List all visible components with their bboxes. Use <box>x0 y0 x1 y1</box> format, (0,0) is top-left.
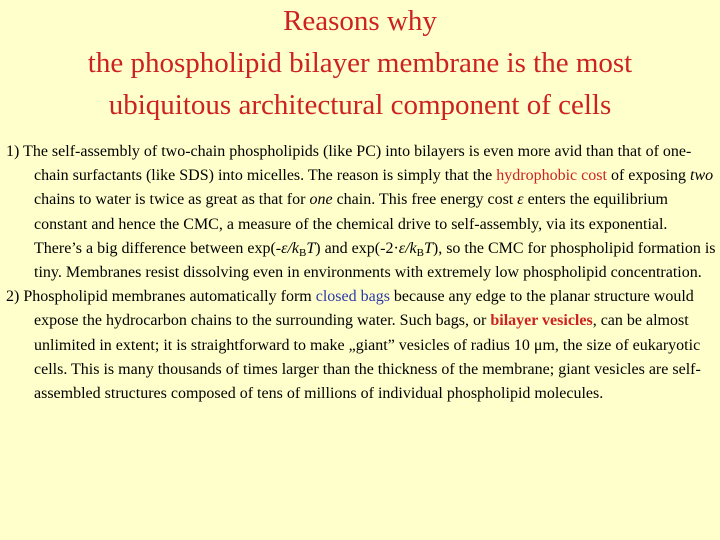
two-emphasis: two <box>690 167 714 185</box>
epsilon-symbol: ε <box>398 239 406 257</box>
p1-text-4: chain. This free energy cost <box>332 191 518 209</box>
temperature-symbol: T <box>423 239 433 257</box>
closed-bags-highlight: closed bags <box>315 288 390 306</box>
p1-text-1: 1) The self-assembly of two-chain phospholipids (like PC) into bilayers is even more avid than that of one-chain surfactants (like SDS) into micelles. The reason is simply that the <box>6 143 692 185</box>
temperature-symbol: T <box>306 239 316 257</box>
slide-title <box>0 0 720 126</box>
one-emphasis: one <box>309 191 333 209</box>
epsilon-symbol: ε <box>281 239 288 257</box>
boltzmann-k: /k <box>405 239 417 257</box>
bilayer-vesicles-highlight: bilayer vesicles <box>490 312 593 330</box>
p1-text-3: chains to water is twice as great as that for <box>34 191 310 209</box>
title-line-3: ubiquitous architectural component of cells <box>108 89 612 121</box>
title-line-2: the phospholipid bilayer membrane is the most <box>87 47 633 79</box>
epsilon-symbol: ε <box>517 191 524 209</box>
p1-text-5: enters the equilibrium constant and hence the CMC, a measure of the chemical drive to self-assembly, via its exponential. There’s a big difference between exp(- <box>34 191 668 257</box>
hydrophobic-cost-highlight: hydrophobic cost <box>496 167 607 185</box>
boltzmann-subscript: B <box>416 246 424 259</box>
p1-text-2: of exposing <box>606 167 691 185</box>
paragraph-1 <box>6 140 718 285</box>
p2-text-1: 2) Phospholipid membranes automatically form <box>6 288 316 306</box>
paragraph-2 <box>6 285 718 406</box>
p2-text-3: , can be almost unlimited in extent; it is straightforward to make „giant” vesicles of radius 10 μm, the size of eukaryotic cells. This is many thousands of times larger than the thickness of the membrane; giant vesicles are self-assembled structures composed of tens of millions of individual phospholipid molecules. <box>34 312 701 403</box>
boltzmann-subscript: B <box>299 246 307 259</box>
p1-text-6: ) and exp(-2· <box>315 239 399 257</box>
boltzmann-k: /k <box>287 239 299 257</box>
p2-text-2: because any edge to the planar structure would expose the hydrocarbon chains to the surrounding water. Such bags, or <box>34 288 694 330</box>
title-line-1: Reasons why <box>283 5 437 37</box>
slide-body <box>6 140 718 406</box>
p1-text-7: ), so the CMC for phospholipid formation is tiny. Membranes resist dissolving even in environments with extremely low phospholipid concentration. <box>34 239 716 282</box>
